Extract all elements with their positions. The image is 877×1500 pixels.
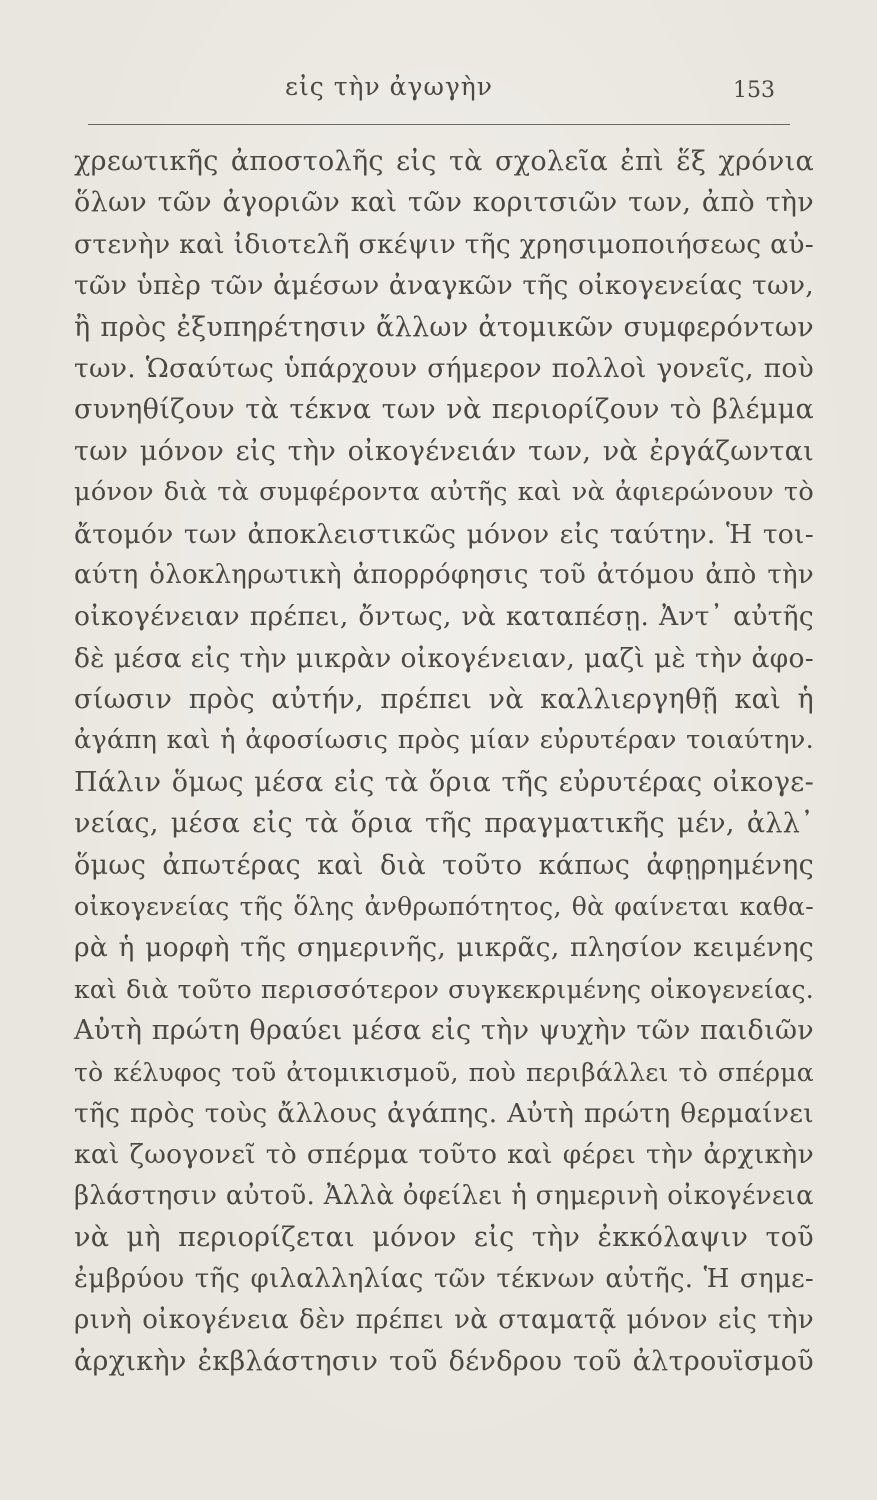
text-line: οἰκογένειαν πρέπει, ὄντως, νὰ καταπέσῃ. Ἀντ᾽ αὐτῆς: [74, 601, 814, 633]
header-rule: [88, 124, 790, 125]
text-line: συνηθίζουν τὰ τέκνα των νὰ περιορίζουν τὸ βλέμμα: [74, 394, 814, 426]
running-head-title: εἰς τὴν ἀγωγὴν: [285, 72, 493, 101]
text-line: αύτη ὁλοκληρωτικὴ ἀπορρόφησις τοῦ ἀτόμου ἀπὸ τὴν: [74, 559, 814, 590]
text-line: ρινὴ οἰκογένεια δὲν πρέπει νὰ σταματᾷ μόνον εἰς τὴν: [74, 1304, 814, 1335]
text-line: τῶν ὑπὲρ τῶν ἀμέσων ἀναγκῶν τῆς οἰκογενείας των,: [74, 270, 814, 302]
text-line: καὶ διὰ τοῦτο περισσότερον συγκεκριμένης οἰκογενείας.: [74, 974, 814, 1004]
text-line: των μόνον εἰς τὴν οἰκογένειάν των, νὰ ἐργάζωνται: [74, 435, 814, 467]
text-line: Πάλιν ὅμως μέσα εἰς τὰ ὅρια τῆς εὐρυτέρας οἰκογε-: [74, 766, 814, 798]
text-line: δὲ μέσα εἰς τὴν μικρὰν οἰκογένειαν, μαζὶ μὲ τὴν ἀφο-: [74, 642, 814, 674]
text-line: ἐμβρύου τῆς φιλαλληλίας τῶν τέκνων αὐτῆς. Ἡ σημε-: [74, 1263, 814, 1294]
page-number: 153: [733, 78, 775, 103]
text-line: ὅμως ἀπωτέρας καὶ διὰ τοῦτο κάπως ἀφῃρημένης: [74, 849, 814, 881]
text-line: ἀρχικὴν ἐκβλάστησιν τοῦ δένδρου τοῦ ἀλτρουϊσμοῦ: [74, 1346, 814, 1378]
text-line: καὶ ζωογονεῖ τὸ σπέρμα τοῦτο καὶ φέρει τὴν ἀρχικὴν: [74, 1139, 814, 1171]
text-line: χρεωτικῆς ἀποστολῆς εἰς τὰ σχολεῖα ἐπὶ ἕξ χρόνια: [74, 146, 814, 177]
text-line: τῆς πρὸς τοὺς ἄλλους ἀγάπης. Αὐτὴ πρώτη θερμαίνει: [74, 1097, 814, 1129]
text-line: ἢ πρὸς ἐξυπηρέτησιν ἄλλων ἀτομικῶν συμφερόντων: [74, 311, 814, 343]
body-text: [74, 141, 814, 1383]
text-line: Αὐτὴ πρώτη θραύει μέσα εἰς τὴν ψυχὴν τῶν παιδιῶν: [74, 1015, 814, 1047]
text-line: τὸ κέλυφος τοῦ ἀτομικισμοῦ, ποὺ περιβάλλει τὸ σπέρμα: [74, 1057, 814, 1087]
text-line: ἄτομόν των ἀποκλειστικῶς μόνον εἰς ταύτην. Ἡ τοι-: [74, 518, 814, 550]
text-line: στενὴν καὶ ἰδιοτελῆ σκέψιν τῆς χρησιμοποιήσεως αὐ-: [74, 228, 814, 260]
text-line: των. Ὡσαύτως ὑπάρχουν σήμερον πολλοὶ γονεῖς, ποὺ: [74, 352, 814, 384]
text-line: οἰκογενείας τῆς ὅλης ἀνθρωπότητος, θὰ φαίνεται καθα-: [74, 892, 814, 922]
text-line: νείας, μέσα εἰς τὰ ὅρια τῆς πραγματικῆς μέν, ἀλλ᾽: [74, 808, 814, 840]
text-line: νὰ μὴ περιορίζεται μόνον εἰς τὴν ἐκκόλαψιν τοῦ: [74, 1222, 814, 1254]
text-line: ἀγάπη καὶ ἡ ἀφοσίωσις πρὸς μίαν εὐρυτέραν τοιαύτην.: [74, 725, 814, 756]
text-line: ὅλων τῶν ἀγοριῶν καὶ τῶν κοριτσιῶν των, ἀπὸ τὴν: [74, 187, 814, 219]
text-line: βλάστησιν αὐτοῦ. Ἀλλὰ ὀφείλει ἡ σημερινὴ οἰκογένεια: [74, 1180, 814, 1211]
text-line: σίωσιν πρὸς αὐτήν, πρέπει νὰ καλλιεργηθῇ καὶ ἡ: [74, 684, 814, 716]
text-line: ρὰ ἡ μορφὴ τῆς σημερινῆς, μικρᾶς, πλησίον κειμένης: [74, 932, 814, 964]
text-line: μόνον διὰ τὰ συμφέροντα αὐτῆς καὶ νὰ ἀφιερώνουν τὸ: [74, 477, 814, 508]
